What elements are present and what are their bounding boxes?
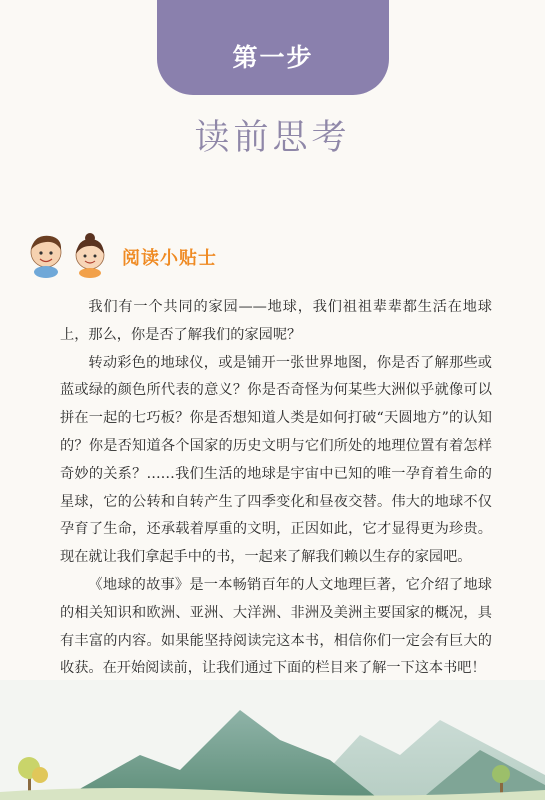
kid-girl-icon [76, 233, 104, 278]
kids-illustration [20, 228, 120, 278]
paragraph: 《地球的故事》是一本畅销百年的人文地理巨著，它介绍了地球的相关知识和欧洲、亚洲、大洋洲、非洲及美洲主要国家的概况，具有丰富的内容。如果能坚持阅读完这本书，相信你们一定会有巨大的收获。在开始阅读前，让我们通过下面的栏目来了解一下这本书吧！ [60, 576, 492, 677]
paragraph: 我们有一个共同的家园——地球，我们祖祖辈辈都生活在地球上，那么，你是否了解我们的家园呢？ [60, 299, 492, 343]
step-label: 第一步 [232, 42, 314, 72]
intro-text [60, 294, 492, 683]
page-title: 读前思考 [194, 118, 351, 158]
step-tab [157, 0, 389, 95]
reading-tips-label: 阅读小贴士 [122, 248, 217, 269]
mountain-scenery [0, 680, 545, 800]
paragraph: 转动彩色的地球仪，或是铺开一张世界地图，你是否了解那些或蓝或绿的颜色所代表的意义？你是否奇怪为何某些大洲似乎就像可以拼在一起的七巧板？你是否想知道人类是如何打破“天圆地方”的认知的？你是否知道各个国家的历史文明与它们所处的地理位置有着怎样奇妙的关系？……我们生活的地球是宇宙中已知的唯一孕育着生命的星球，它的公转和自转产生了四季变化和昼夜交替。伟大的地球不仅孕育了生命，还承载着厚重的文明，正因如此，它才显得更为珍贵。现在就让我们拿起手中的书，一起来了解我们赖以生存的家园吧。 [60, 354, 492, 566]
kid-boy-icon [31, 236, 61, 278]
